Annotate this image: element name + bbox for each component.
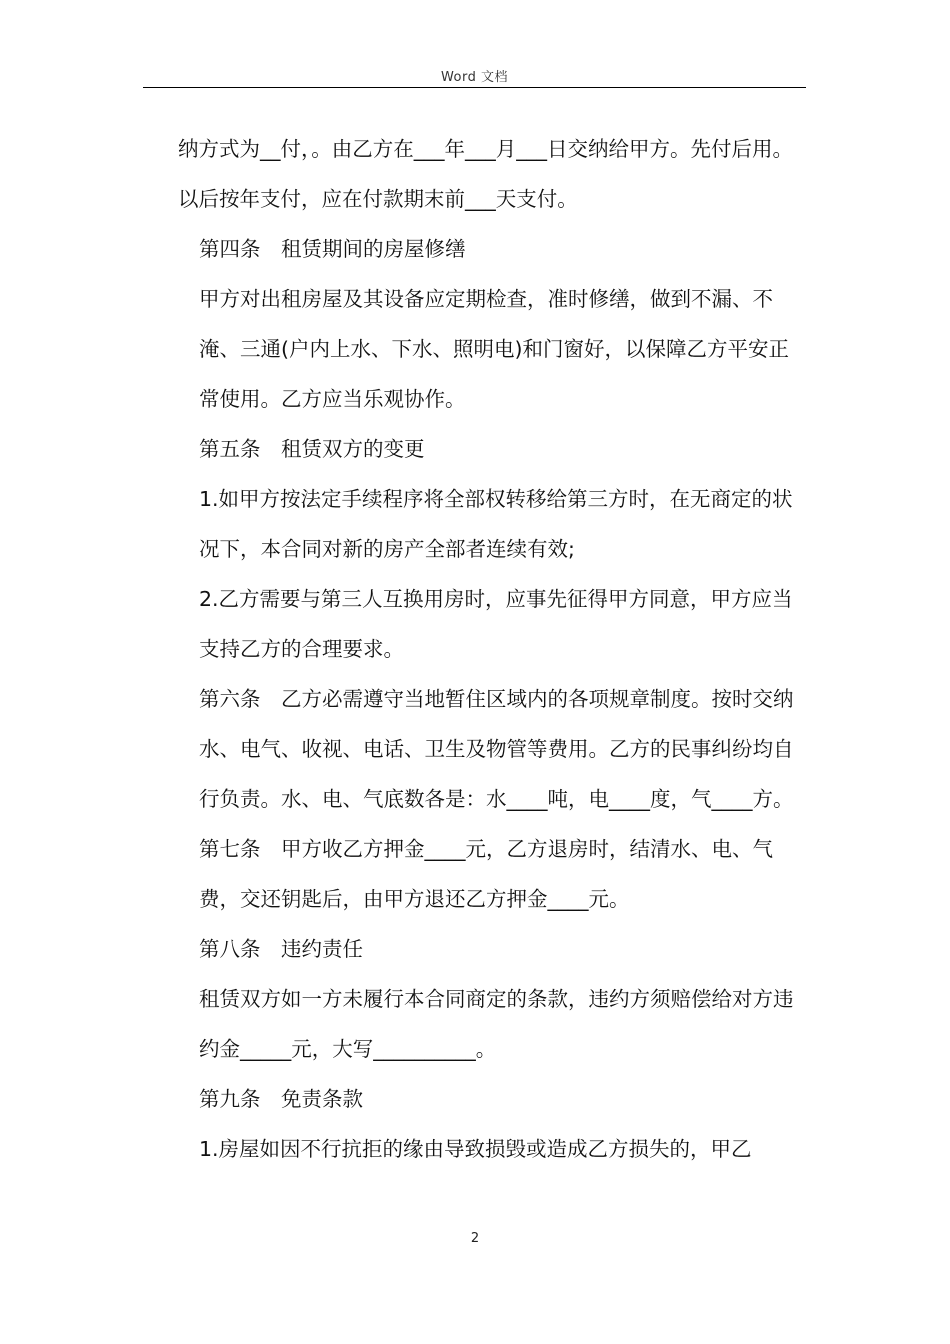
header-divider: [143, 87, 806, 88]
document-body: [178, 124, 806, 1174]
heading-article-8: 第八条 违约责任: [199, 937, 363, 961]
page-header-title: Word 文档: [440, 70, 509, 85]
paragraph-article-7: 第七条 甲方收乙方押金____元，乙方退房时，结清水、电、气费，交还钥匙后，由甲方退还乙方押金____元。: [199, 837, 773, 911]
paragraph-change-1: 1.如甲方按法定手续程序将全部权转移给第三方时，在无商定的状况下，本合同对新的房产全部者连续有效;: [199, 487, 793, 561]
paragraph-article-6: 第六条 乙方必需遵守当地暂住区域内的各项规章制度。按时交纳水、电气、收视、电话、卫生及物管等费用。乙方的民事纠纷均自行负责。水、电、气底数各是：水____吨，电____度，气____方。: [199, 687, 794, 811]
paragraph-repairs: 甲方对出租房屋及其设备应定期检查，准时修缮，做到不漏、不淹、三通(户内上水、下水、照明电)和门窗好，以保障乙方平安正常使用。乙方应当乐观协作。: [199, 287, 789, 411]
paragraph-change-2: 2.乙方需要与第三人互换用房时，应事先征得甲方同意，甲方应当支持乙方的合理要求。: [199, 587, 793, 661]
heading-article-9: 第九条 免责条款: [199, 1087, 363, 1111]
paragraph-exemption-1: 1.房屋如因不行抗拒的缘由导致损毁或造成乙方损失的，甲乙: [199, 1137, 752, 1161]
heading-article-5: 第五条 租赁双方的变更: [199, 437, 425, 461]
page-number: 2: [470, 1231, 480, 1246]
paragraph-breach: 租赁双方如一方未履行本合同商定的条款，违约方须赔偿给对方违约金_____元，大写__________。: [199, 987, 794, 1061]
heading-article-4: 第四条 租赁期间的房屋修缮: [199, 237, 466, 261]
paragraph-payment-terms: 纳方式为__付，。由乙方在___年___月___日交纳给甲方。先付后用。以后按年支付，应在付款期末前___天支付。: [178, 137, 793, 211]
